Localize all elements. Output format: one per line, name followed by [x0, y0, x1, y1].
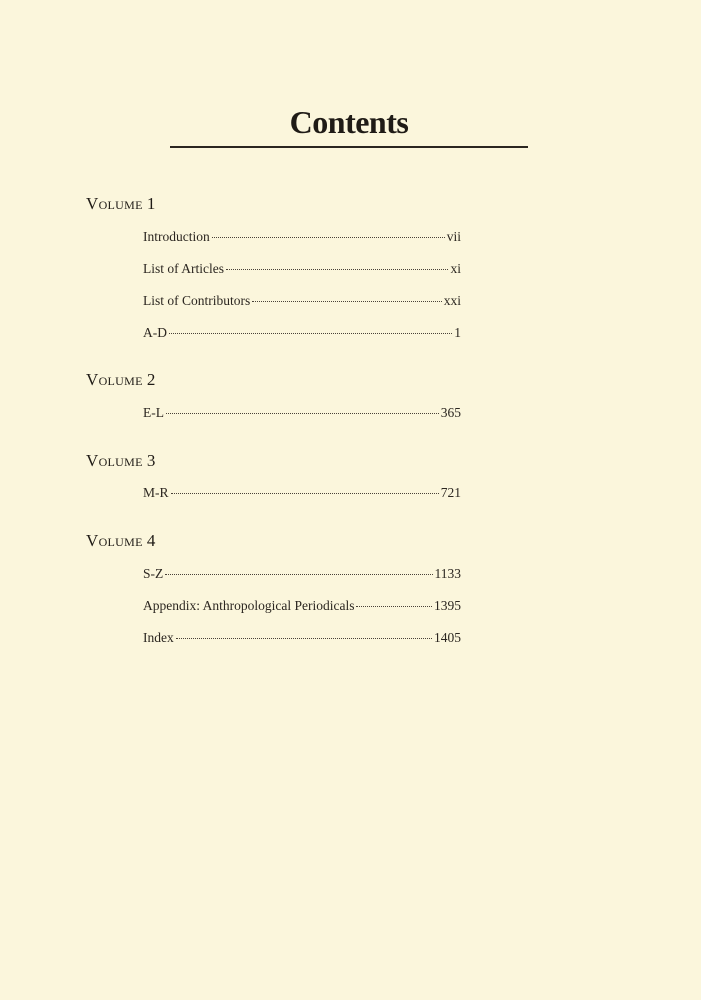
dot-leader: [165, 574, 432, 575]
dot-leader: [171, 493, 439, 494]
toc-entry-page: 721: [440, 485, 461, 500]
toc-entry-label: E-L: [143, 405, 164, 420]
toc-entry-list-of-articles[interactable]: [143, 261, 461, 277]
page-title: Contents: [289, 104, 409, 140]
title-underline: [170, 146, 528, 148]
toc-entry-label: A-D: [143, 325, 167, 340]
toc-entry-a-d[interactable]: [143, 325, 461, 341]
dot-leader: [212, 237, 445, 238]
volume-heading-word: olume: [98, 194, 143, 213]
dot-leader: [226, 269, 448, 270]
toc-entry-page: xxi: [443, 293, 461, 308]
volume-number: 4: [146, 531, 156, 550]
toc-entry-page: 1395: [434, 598, 461, 613]
toc-entry-m-r[interactable]: [143, 485, 461, 501]
dot-leader: [356, 606, 432, 607]
toc-entry-page: vii: [446, 229, 461, 244]
toc-entry-label: M-R: [143, 485, 169, 500]
toc-entry-page: 1405: [434, 630, 461, 645]
toc-entry-list-of-contributors[interactable]: [143, 293, 461, 309]
toc-entry-page: 365: [440, 405, 461, 420]
toc-entry-page: xi: [450, 261, 461, 276]
volume-number: 1: [146, 194, 156, 213]
volume-1-heading: [86, 194, 156, 214]
toc-entry-label: Index: [143, 630, 174, 645]
volume-3-heading: [86, 451, 156, 471]
volume-heading-initial: V: [86, 370, 99, 389]
volume-heading-word: olume: [98, 451, 143, 470]
volume-number: 2: [146, 370, 156, 389]
toc-entry-label: Appendix: Anthropological Periodicals: [143, 598, 355, 613]
dot-leader: [169, 333, 452, 334]
volume-heading-word: olume: [98, 370, 143, 389]
toc-entry-s-z[interactable]: [143, 566, 461, 582]
volume-4-heading: [86, 531, 156, 551]
volume-heading-initial: V: [86, 531, 99, 550]
volume-number: 3: [146, 451, 156, 470]
toc-entry-label: List of Articles: [143, 261, 224, 276]
toc-entry-introduction[interactable]: [143, 229, 461, 245]
dot-leader: [252, 301, 441, 302]
toc-entry-page: 1133: [434, 566, 461, 581]
toc-entry-e-l[interactable]: [143, 405, 461, 421]
toc-entry-label: Introduction: [143, 229, 210, 244]
volume-2-heading: [86, 370, 156, 390]
toc-entry-label: List of Contributors: [143, 293, 251, 308]
toc-entry-index[interactable]: [143, 630, 461, 646]
dot-leader: [166, 413, 439, 414]
toc-entry-page: 1: [454, 325, 461, 340]
volume-heading-initial: V: [86, 451, 99, 470]
toc-entry-appendix[interactable]: [143, 598, 461, 614]
volume-heading-word: olume: [98, 531, 143, 550]
toc-entry-label: S-Z: [143, 566, 164, 581]
dot-leader: [176, 638, 432, 639]
volume-heading-initial: V: [86, 194, 99, 213]
